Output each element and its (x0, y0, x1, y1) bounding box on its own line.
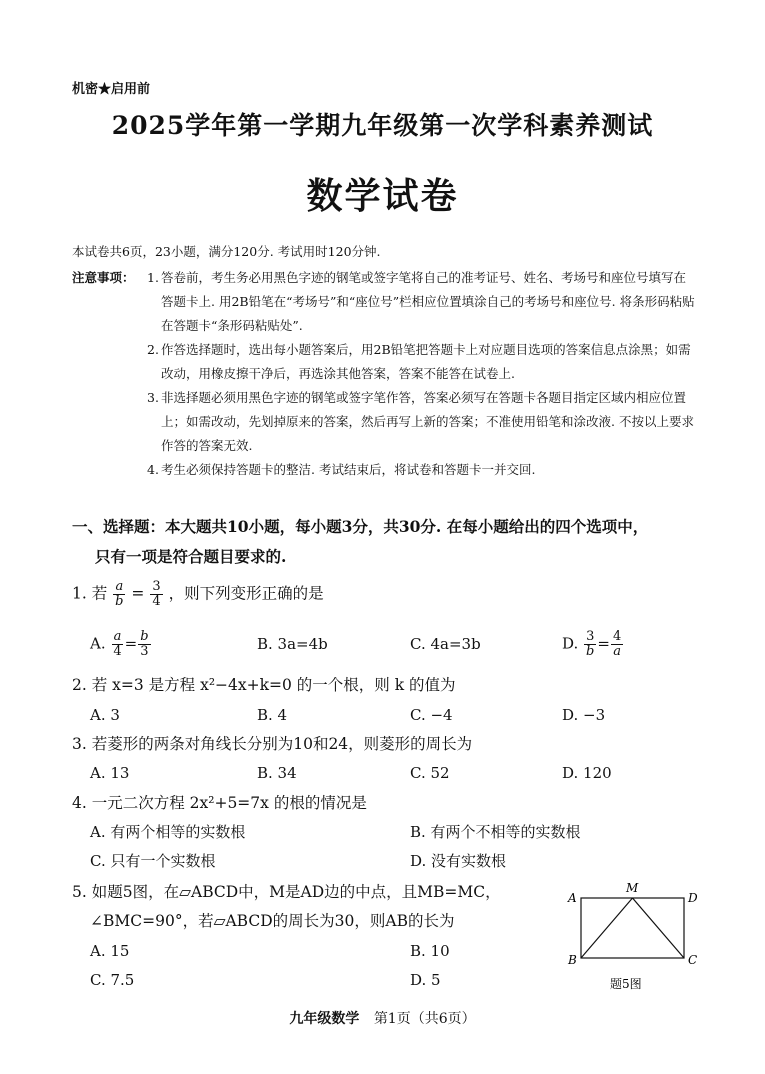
frac-num: a (115, 579, 124, 594)
frac (138, 630, 150, 659)
question-1 (72, 580, 324, 609)
q3-option-b: B. 34 (257, 764, 297, 782)
notice-text: 作答选择题时，选出每小题答案后，用2B铅笔把答题卡上对应题目选项的答案信息点涂黑；如需改动，用橡皮擦干净后，再选涂其他答案，答案不能答在试卷上. (161, 342, 691, 381)
q1-fraction-3-over-4 (150, 580, 162, 609)
question-5-line2: ∠BMC=90°，若▱ABCD的周长为30，则AB的长为 (90, 912, 455, 930)
q5-figure (560, 882, 710, 992)
section-heading (72, 512, 700, 572)
q1-fraction-a-over-b (113, 580, 125, 609)
frac-num: 4 (612, 629, 622, 644)
notice-num: 3. (147, 390, 159, 405)
section-heading-line1: 一、选择题：本大题共10小题，每小题3分，共30分. 在每小题给出的四个选项中， (72, 517, 649, 536)
question-5-line1: 5. 如题5图，在▱ABCD中，M是AD边的中点，且MB=MC， (72, 883, 501, 901)
frac-num: 3 (152, 579, 161, 594)
segment-mc (633, 898, 685, 958)
notice-text: 答卷前，考生务必用黑色字迹的钢笔或签字笔将自己的准考证号、姓名、考场号和座位号填写在答题卡上. 用2B铅笔在“考场号”和“座位号”栏相应位置填涂自己的考场号和座位号. 将条形码粘贴在答题卡“条形码粘贴处”. (161, 270, 695, 333)
frac (611, 630, 623, 659)
q1-suffix: ，则下列变形正确的是 (168, 584, 324, 603)
q5-option-a: A. 15 (90, 942, 130, 960)
eq: = (124, 634, 138, 653)
notice-text: 非选择题必须用黑色字迹的钢笔或签字笔作答，答案必须写在答题卡各题目指定区域内相应位置上；如需改动，先划掉原来的答案，然后再写上新的答案；不准使用铅笔和涂改液. 不按以上要求作答的答案无效. (161, 390, 694, 453)
frac-num: a (113, 629, 122, 644)
frac-den: b (115, 594, 124, 609)
exam-title: 2025学年第一学期九年级第一次学科素养测试 (111, 111, 654, 140)
footer-subject: 九年级数学 (289, 1011, 360, 1027)
notice-list (147, 266, 695, 482)
notice-label: 注意事项： (72, 270, 135, 285)
q1-option-b: B. 3a=4b (257, 635, 328, 653)
q5-option-d: D. 5 (410, 971, 441, 989)
q4-option-d: D. 没有实数根 (410, 852, 507, 870)
q4-option-c: C. 只有一个实数根 (90, 852, 216, 870)
q1-eq: = (131, 584, 145, 603)
figure-caption: 题5图 (610, 977, 642, 991)
section-heading-line2: 只有一项是符合题目要求的. (95, 547, 287, 566)
frac-den: 4 (113, 644, 122, 659)
frac (584, 630, 596, 659)
frac-den: a (613, 644, 621, 659)
q1-prefix: 1. 若 (72, 584, 108, 603)
q4-option-b: B. 有两个不相等的实数根 (410, 823, 581, 841)
q5-option-b: B. 10 (410, 942, 450, 960)
frac-den: b (586, 644, 595, 659)
subject-title: 数学试卷 (306, 175, 459, 217)
footer-page: 第1页（共6页） (373, 1011, 476, 1027)
frac (111, 630, 123, 659)
frac-num: 3 (586, 629, 595, 644)
frac-den: 4 (152, 594, 161, 609)
page-footer (0, 1008, 765, 1028)
confidential-label: 机密★启用前 (72, 82, 151, 97)
frac-den: 3 (140, 644, 149, 659)
label-a: A (568, 891, 577, 905)
q1-option-d (562, 630, 624, 659)
notice-item (147, 266, 695, 338)
question-2: 2. 若 x=3 是方程 x²−4x+k=0 的一个根，则 k 的值为 (72, 676, 456, 694)
intro-text: 本试卷共6页，23小题，满分120分. 考试用时120分钟. (72, 244, 381, 259)
q1-option-c: C. 4a=3b (410, 635, 481, 653)
question-4: 4. 一元二次方程 2x²+5=7x 的根的情况是 (72, 794, 367, 812)
q2-option-b: B. 4 (257, 706, 288, 724)
q1-option-a (90, 630, 152, 659)
label-c: C (688, 953, 698, 967)
q3-option-c: C. 52 (410, 764, 450, 782)
label-d: D (688, 891, 698, 905)
label-m: M (626, 882, 639, 895)
q4-option-a: A. 有两个相等的实数根 (90, 823, 246, 841)
notice-text: 考生必须保持答题卡的整洁. 考试结束后，将试卷和答题卡一并交回. (161, 462, 536, 477)
option-label: A. (90, 634, 106, 653)
option-label: D. (562, 634, 579, 653)
segment-mb (581, 898, 633, 958)
q2-option-c: C. −4 (410, 706, 453, 724)
notice-item (147, 338, 695, 386)
q2-option-d: D. −3 (562, 706, 606, 724)
label-b: B (568, 953, 577, 967)
eq: = (597, 634, 610, 653)
notice-num: 2. (147, 342, 159, 357)
q2-option-a: A. 3 (90, 706, 120, 724)
notice-num: 4. (147, 462, 159, 477)
notice-item (147, 386, 695, 458)
question-3: 3. 若菱形的两条对角线长分别为10和24，则菱形的周长为 (72, 735, 473, 753)
q3-option-a: A. 13 (90, 764, 130, 782)
q5-option-c: C. 7.5 (90, 971, 135, 989)
frac-num: b (140, 629, 149, 644)
notice-item (147, 458, 695, 482)
notice-num: 1. (147, 270, 159, 285)
parallelogram-abcd (581, 898, 684, 958)
q3-option-d: D. 120 (562, 764, 612, 782)
